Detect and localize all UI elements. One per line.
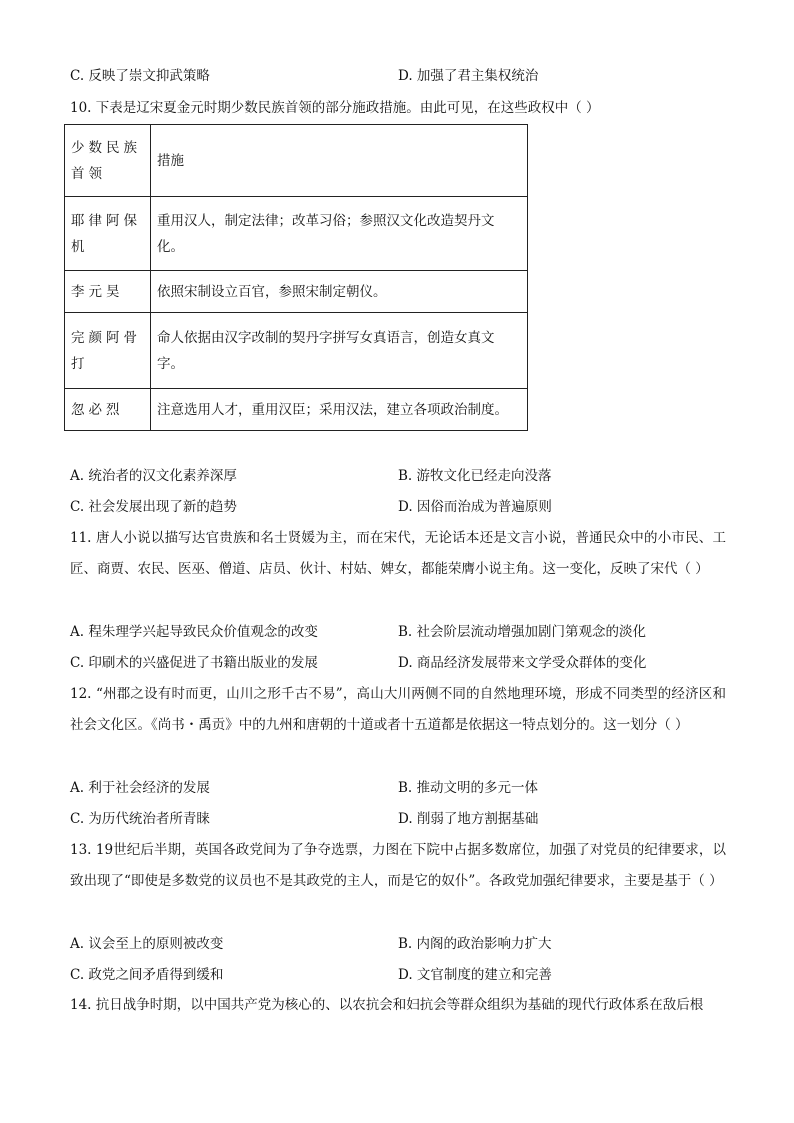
table-cell-leader: 李元昊	[65, 271, 151, 313]
table-cell-leader: 忽必烈	[65, 389, 151, 431]
q11-option-d: D. 商品经济发展带来文学受众群体的变化	[398, 655, 647, 671]
table-header-measure: 措施	[151, 125, 528, 197]
table-cell-leader: 耶律阿保机	[65, 197, 151, 271]
table-row	[65, 271, 528, 313]
q13-option-a: A. 议会至上的原则被改变	[70, 936, 224, 952]
table-header-leader: 少数民族首领	[65, 125, 151, 197]
q14-stem: 14. 抗日战争时期，以中国共产党为核心的、以农抗会和妇抗会等群众组织为基础的现代行政体系在敌后根	[70, 997, 704, 1013]
table-cell-measure: 重用汉人，制定法律；改革习俗；参照汉文化改造契丹文化。	[151, 197, 528, 271]
q10-option-b: B. 游牧文化已经走向没落	[398, 468, 552, 484]
q10-option-d: D. 因俗而治成为普遍原则	[398, 499, 552, 515]
q11-option-a: A. 程朱理学兴起导致民众价值观念的改变	[70, 624, 318, 640]
q9-option-d: D. 加强了君主集权统治	[398, 68, 539, 84]
q12-option-b: B. 推动文明的多元一体	[398, 780, 539, 796]
q12-option-c: C. 为历代统治者所青睐	[70, 811, 210, 827]
q13-option-d: D. 文官制度的建立和完善	[398, 967, 552, 983]
table-header-row	[65, 125, 528, 197]
q12-stem: 12. “州郡之设有时而更，山川之形千古不易”，高山大川两侧不同的自然地理环境，形成不同类型的经济区和社会文化区。《尚书・禹贡》中的九州和唐朝的十道或者十五道都是依据这一特点划分的。这一划分（ ）	[70, 686, 726, 733]
table-row	[65, 313, 528, 389]
q11-stem: 11. 唐人小说以描写达官贵族和名士贤媛为主，而在宋代，无论话本还是文言小说，普通民众中的小市民、工匠、商贾、农民、医巫、僧道、店员、伙计、村姑、婢女，都能荣膺小说主角。这一变化，反映了宋代（ ）	[70, 530, 726, 577]
q13-option-b: B. 内阁的政治影响力扩大	[398, 936, 552, 952]
q10-stem: 10. 下表是辽宋夏金元时期少数民族首领的部分施政措施。由此可见，在这些政权中（ ）	[70, 100, 600, 116]
q11-option-c: C. 印刷术的兴盛促进了书籍出版业的发展	[70, 655, 318, 671]
q12-option-a: A. 利于社会经济的发展	[70, 780, 210, 796]
table-cell-measure: 命人依据由汉字改制的契丹字拼写女真语言，创造女真文字。	[151, 313, 528, 389]
q11-option-b: B. 社会阶层流动增强加剧门第观念的淡化	[398, 624, 647, 640]
q9-option-c: C. 反映了崇文抑武策略	[70, 68, 210, 84]
table-cell-measure: 依照宋制设立百官，参照宋制定朝仪。	[151, 271, 528, 313]
table-cell-leader: 完颜阿骨打	[65, 313, 151, 389]
q12-option-d: D. 削弱了地方割据基础	[398, 811, 539, 827]
table-cell-measure: 注意选用人才，重用汉臣；采用汉法，建立各项政治制度。	[151, 389, 528, 431]
q13-stem: 13. 19世纪后半期，英国各政党间为了争夺选票，力图在下院中占据多数席位，加强了对党员的纪律要求，以致出现了“即使是多数党的议员也不是其政党的主人，而是它的奴仆”。各政党加强纪律要求，主要是基于（ ）	[70, 842, 726, 889]
table-row	[65, 197, 528, 271]
q10-option-a: A. 统治者的汉文化素养深厚	[70, 468, 237, 484]
measures-table	[64, 124, 528, 431]
table-row	[65, 389, 528, 431]
q13-option-c: C. 政党之间矛盾得到缓和	[70, 967, 224, 983]
q10-option-c: C. 社会发展出现了新的趋势	[70, 499, 237, 515]
